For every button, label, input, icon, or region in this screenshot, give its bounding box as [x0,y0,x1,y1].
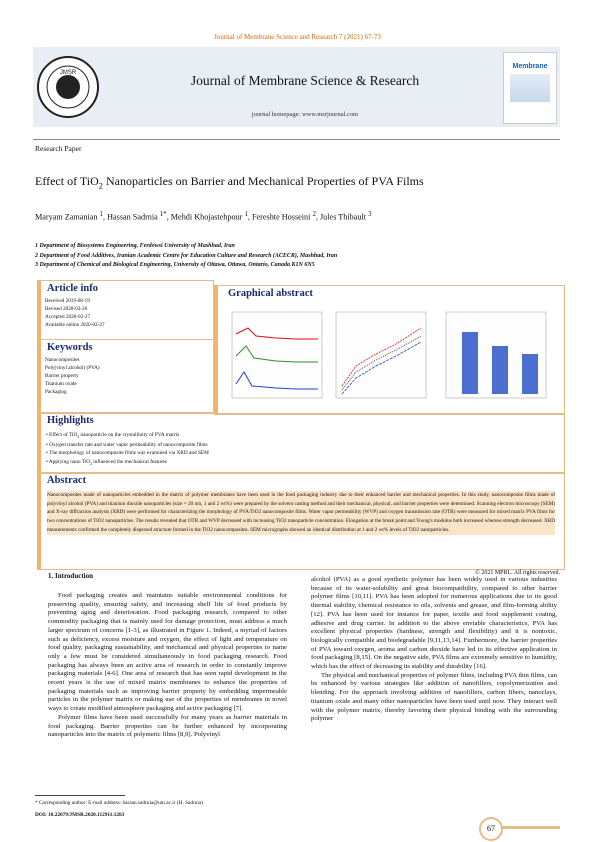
online-date: Available online 2020-02-27 [45,322,105,329]
paragraph: Polymer films have been used successfully for many years as barrier materials in food packaging. Barrier properties can be further enhanced by incorporating nanoparticles into the matrix of polymeric films [8,9]. Polyvinyl [48,713,287,739]
authors: Maryam Zamanian $^1$, Hassan Sadrnia $^{1*}$, Mehdi Khojastehpour $^1$, Fereshte Hosseini $^2$, Jules Thibault $^3$ [35,211,372,222]
introduction-heading: 1. Introduction [48,572,93,580]
graphical-abstract-box [214,285,565,415]
keywords-heading: Keywords [47,342,93,353]
journal-logo [36,50,100,124]
highlight-item: • Applying nano TiO$_2$ influenced the mechanical features [46,458,167,466]
paragraph: The physical and mechanical properties of polymer films, including PVA thin films, can be enhanced by various strategies like addition of nanofillers, copolymerization and blending. For the approach involving addition of nanofillers, carbon fibers, nanoclays, titanium oxide and many other nanoparticles have been used until now. They interact well with the polymer matrix, thereby favoring their physical binding with the surrounding polymer [311,671,557,723]
highlight-item: • Effect of TiO$_2$ nanoparticle on the crystallinity of PVA matrix [46,432,180,440]
highlights-list [46,431,209,468]
highlight-item: • Oxygen transfer rate and water vapor permeability of nanocomposite films [46,442,208,449]
keywords-list [45,356,100,396]
abstract-text: Nanocomposites made of nanoparticles embedded in the matrix of polymer membranes have been used in the food packaging industry due to their enhanced barrier and mechanical properties. In this study, nanocomposite films made of polyvinyl alcohol (PVA) and titanium dioxide nanoparticles (size = 20 nm, 1 and 2 wt%) were prepared by the solvent casting method and their mechanical, physical, and barrier properties were determined. Scanning electron microscopy (SEM) and X-ray diffraction analysis (XRD) were performed for characterizing the morphology of PVA/TiO2 nanocomposite films. Water vapor permeability (WVP) and oxygen transmission rate (OTR) were measured for mixed matrix PVA films for two concentrations of TiO2 nanoparticles. The results revealed that OTR and WVP decreased with increasing TiO2 nanoparticle concentration. Elongation at the break point and Young's modulus both increased whereas strength decreased. XRD measurements confirmed the completely dispersed structure formed in the TiO2 nanocomposites. SEM micrographs showed an identical distribution at 1 and 2 wt% levels of TiO2 nanoparticles. [47,492,555,533]
received-date: Received 2019-08-19 [45,298,90,304]
article-info-list [45,297,105,329]
affiliations [35,242,337,271]
keyword: Packaging [45,389,67,396]
doi-link[interactable]: DOI: 10.22079/JMSR.2020.112911.1283 [35,812,125,818]
affiliation-1: 1 Department of Biosystems Engineering, Ferdowsi University of Mashhad, Iran [35,243,235,249]
paragraph: Food packaging creates and maintains suitable environmental conditions for preserving quality, ensuring safety, and increasing shelf life of food products by preventing aging and deterioration. Food packaging research, compared to other commodity packaging that is mainly used for damage protection, must address a much larger spectrum of concerns [1-3], as illustrated in Figure 1. Indeed, a myriad of factors such as deficiency, excess moisture and oxygen, the effect of light and temperature on food quality, packaging sustainability, and mechanical and physical properties to name only a few must be considered simultaneously in food packaging research. Food packaging has always been an active area of research in order to constantly improve packaging materials [4-6]. One area of research that has seen rapid development in the recent years is the use of mixed matrix membranes to enhance the properties of packaging materials such as improving barrier property by embedding impermeable particles in the polymer matrix or making use of the properties of membranes in novel ways to create modified atmosphere packaging and active packaging [7]. [48,592,287,713]
page-number: 67 [479,817,503,841]
highlight-item: • The morphology of nanocomposite films was examined via XRD and SEM [46,450,209,457]
affiliation-3: 3 Department of Chemical and Biological Engineering, University of Ottawa, Ottawa, Ontario, Canada K1N 6N5 [35,262,315,268]
accepted-date: Accepted 2020-02-27 [45,314,91,321]
header-divider [33,139,560,140]
journal-cover-thumbnail: Membrane [503,52,557,124]
footnote-divider [35,795,125,796]
keyword: Nanocomposites [45,357,80,363]
svg-text:JMSR: JMSR [59,70,77,76]
highlights-heading: Highlights [47,415,94,426]
corresponding-author-footnote: * Corresponding author: E-mail address: hassan.sadrnia@um.ac.ir (H. Sadrnia) [35,800,204,806]
revised-date: Revised 2020-02-26 [45,306,88,313]
article-info-heading: Article info [47,283,99,294]
journal-homepage[interactable]: journal homepage: www.msrjournal.com [251,111,359,118]
journal-title: Journal of Membrane Science & Research [190,73,420,88]
article-type: Research Paper [35,144,82,153]
intro-left-column [48,592,287,740]
keyword: Barrier property [45,373,79,380]
page-decoration [500,826,560,829]
graphical-abstract-heading: Graphical abstract [228,288,313,299]
paper-title: Effect of TiO$_2$ Nanoparticles on Barrier and Mechanical Properties of PVA Films [35,174,424,191]
affiliation-2: 2 Department of Food Additives, Iranian Academic Centre for Education Culture and Research (ACECR), Mashhad, Iran [35,252,338,259]
keyword: Titanium oxide [45,381,77,388]
abstract-heading: Abstract [47,475,87,486]
intro-right-column [311,576,557,724]
copyright: © 2021 MPRL. All rights reserved. [475,570,560,576]
keyword: Poly(vinyl alcohol) (PVA) [45,365,100,372]
graphical-abstract-image [226,306,556,404]
paragraph: alcohol (PVA) as a good synthetic polymer has been widely used in various industries because of its water-solubility and great biocompatibility, compared to other barrier polymer films [10,11]. PVA has been adopted for numerous applications due to its good thermal stability, chemical resistance to oils, solvents and grease, and film-forming ability [12]. PVA has been used for instance for paper, textile and food supplement coating, adhesive and drug carrier. In addition to the above enviable characteristics, PVA has excellent physical properties (hardness, strength and flexibility) and it is nontoxic, biologically compatible and biodegradable [9,11,13,14]. Furthermore, the barrier properties of PVA toward oxygen, aroma and carbon dioxide have led to its effective application in food packaging [8,15]. On the negative side, PVA films are extremely sensitive to humidity, which has the effect of decreasing its stability and durability [16]. [311,576,557,671]
journal-reference: Journal of Membrane Science and Research 7 (2021) 67-73 [214,33,381,41]
